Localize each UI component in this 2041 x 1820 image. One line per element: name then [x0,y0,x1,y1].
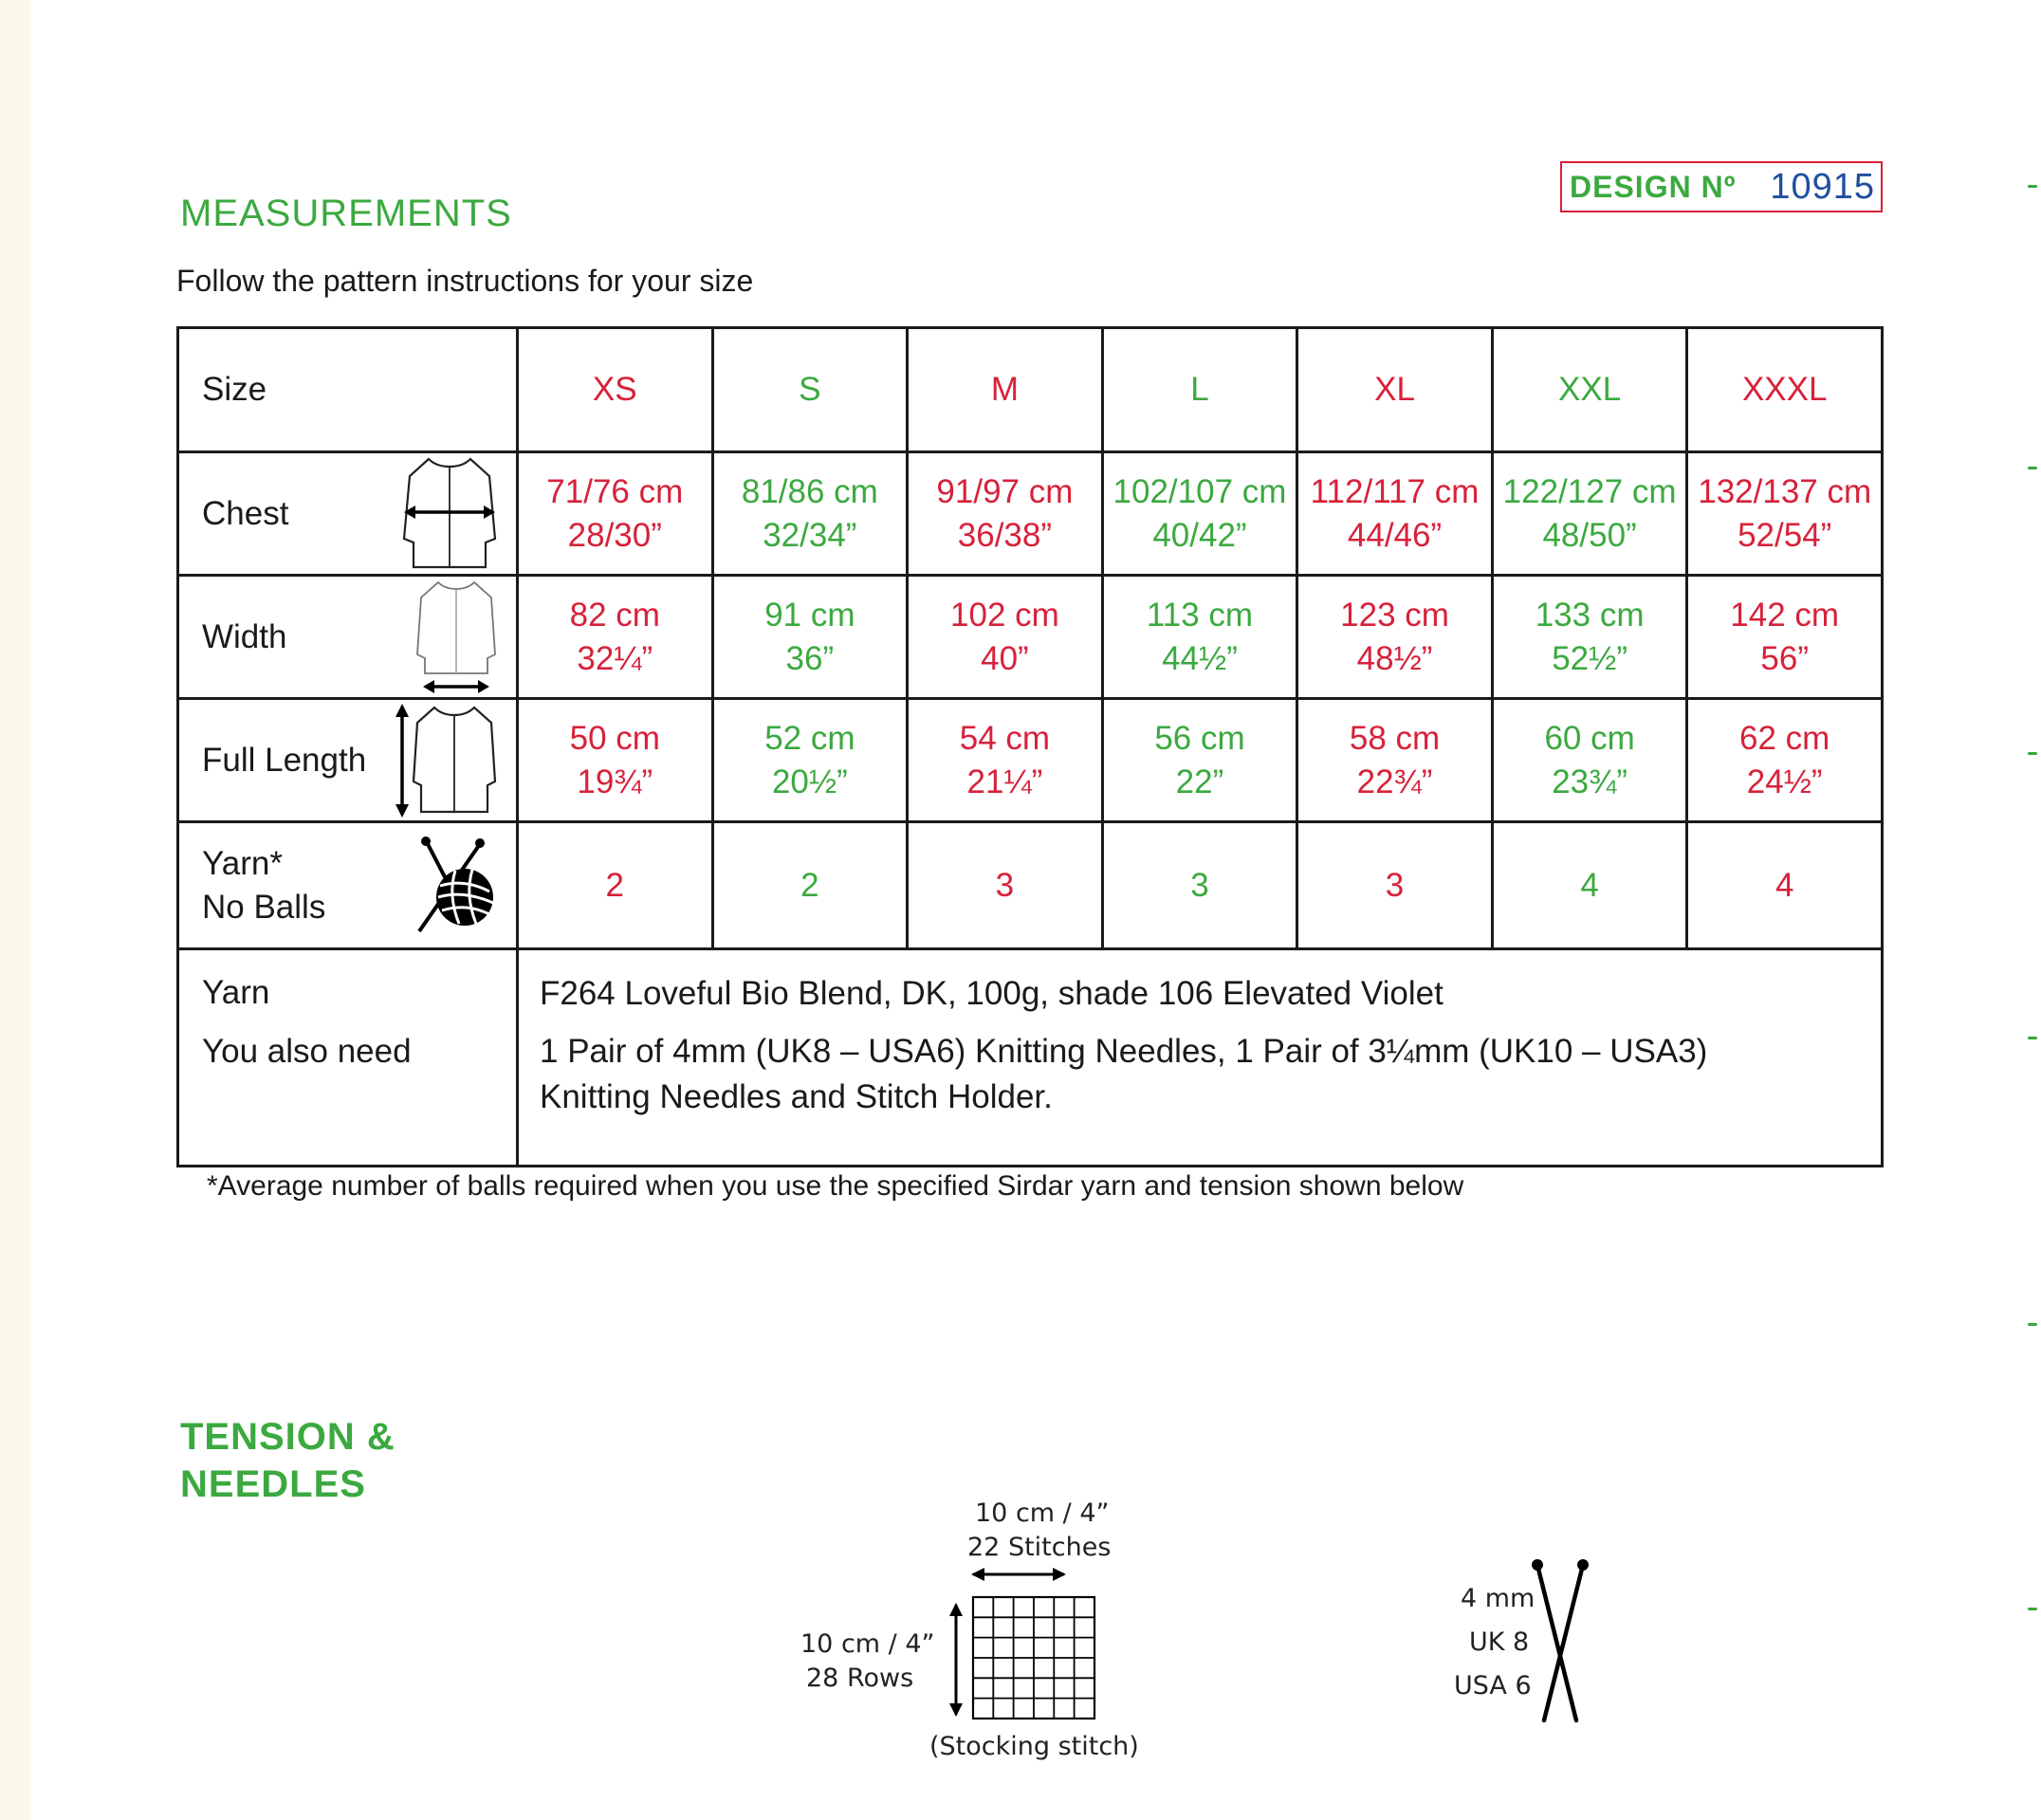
yarn-balls-label-cell: Yarn* No Balls [178,822,518,949]
length-l: 56 cm 22” [1102,699,1297,822]
tension-height-label: 10 cm / 4” [800,1629,935,1659]
chest-row [178,452,1883,576]
tension-stitch-label: (Stocking stitch) [929,1732,1139,1761]
chest-xxxl: 132/137 cm 52/54” [1687,452,1883,576]
yarn-info-values [518,949,1883,1167]
garment-width-icon [414,579,499,696]
design-number: 10915 [1770,166,1875,207]
tension-grid-icon [945,1565,1106,1726]
yarn-balls-xxxl: 4 [1687,822,1883,949]
yarn-balls-xxl: 4 [1492,822,1687,949]
needle-mm-label: 4 mm [1461,1584,1535,1613]
needle-usa-label: USA 6 [1454,1671,1532,1701]
yarn-ball-icon [414,836,499,935]
size-m: M [908,328,1103,452]
garment-length-icon [393,702,499,819]
chest-xs: 71/76 cm 28/30” [518,452,713,576]
full-length-label-cell: Full Length [178,699,518,822]
length-xxl: 60 cm 23¾” [1492,699,1687,822]
size-label-cell: Size [178,328,518,452]
yarn-value: F264 Loveful Bio Blend, DK, 100g, shade 106 Elevated Violet [540,975,1443,1012]
length-xs: 50 cm 19¾” [518,699,713,822]
tension-stitches-label: 22 Stitches [967,1533,1112,1562]
size-xxxl: XXXL [1687,328,1883,452]
measurements-heading: MEASUREMENTS [180,193,512,234]
footnote: *Average number of balls required when you use the specified Sirdar yarn and tension shown below [207,1170,1464,1202]
yarn-label: Yarn [202,974,270,1011]
yarn-info-labels [178,949,518,1167]
page-margin-strip [0,0,30,1820]
design-number-box [1560,161,1883,212]
width-xl: 123 cm 48½” [1297,576,1493,699]
size-xl: XL [1297,328,1493,452]
intro-text: Follow the pattern instructions for your size [176,264,754,298]
yarn-balls-l: 3 [1102,822,1297,949]
length-xl: 58 cm 22¾” [1297,699,1493,822]
page-edge-marks [2028,0,2041,1820]
needle-uk-label: UK 8 [1469,1627,1530,1657]
size-l: L [1102,328,1297,452]
garment-chest-icon [400,455,499,573]
design-label: DESIGN Nº [1570,169,1737,204]
size-row [178,328,1883,452]
chest-l: 102/107 cm 40/42” [1102,452,1297,576]
chest-m: 91/97 cm 36/38” [908,452,1103,576]
tension-width-label: 10 cm / 4” [975,1498,1110,1528]
width-s: 91 cm 36” [712,576,908,699]
width-label-cell: Width [178,576,518,699]
tension-heading: TENSION & NEEDLES [180,1416,395,1505]
length-xxxl: 62 cm 24½” [1687,699,1883,822]
size-xxl: XXL [1492,328,1687,452]
width-xxxl: 142 cm 56” [1687,576,1883,699]
measurements-table [176,326,1884,1167]
chest-s: 81/86 cm 32/34” [712,452,908,576]
knitting-needles-icon [1527,1555,1593,1726]
width-row [178,576,1883,699]
width-xxl: 133 cm 52½” [1492,576,1687,699]
yarn-info-row [178,949,1883,1167]
length-s: 52 cm 20½” [712,699,908,822]
size-xs: XS [518,328,713,452]
width-m: 102 cm 40” [908,576,1103,699]
chest-xl: 112/117 cm 44/46” [1297,452,1493,576]
chest-label-cell: Chest [178,452,518,576]
yarn-balls-xs: 2 [518,822,713,949]
width-xs: 82 cm 32¼” [518,576,713,699]
yarn-balls-row [178,822,1883,949]
width-l: 113 cm 44½” [1102,576,1297,699]
also-need-label: You also need [202,1032,412,1070]
size-s: S [712,328,908,452]
full-length-row [178,699,1883,822]
yarn-balls-s: 2 [712,822,908,949]
tension-rows-label: 28 Rows [806,1664,914,1693]
yarn-balls-xl: 3 [1297,822,1493,949]
yarn-balls-m: 3 [908,822,1103,949]
chest-xxl: 122/127 cm 48/50” [1492,452,1687,576]
also-need-value: 1 Pair of 4mm (UK8 – USA6) Knitting Needles, 1 Pair of 3¼mm (UK10 – USA3) Knitting Needles and Stitch Holder. [540,1033,1708,1115]
length-m: 54 cm 21¼” [908,699,1103,822]
